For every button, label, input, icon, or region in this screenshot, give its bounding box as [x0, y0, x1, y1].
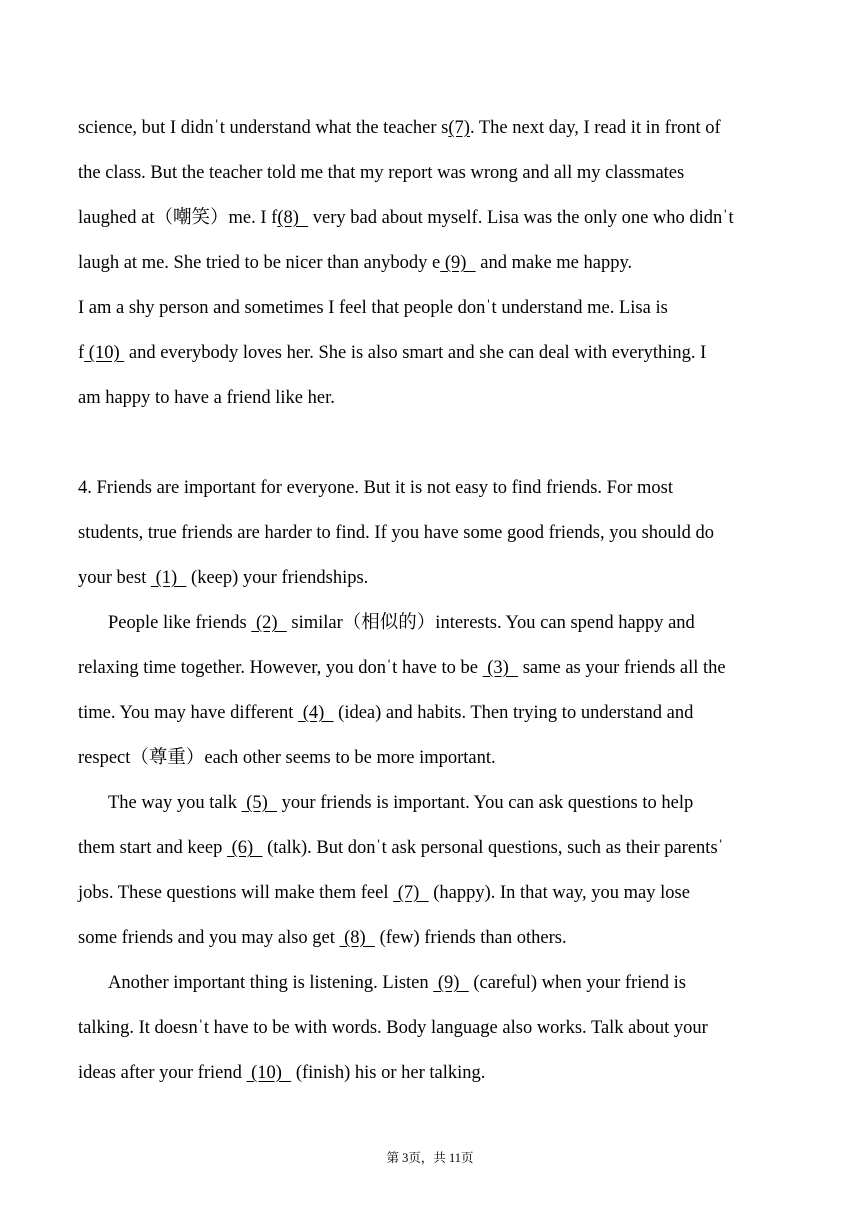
blank-6: (6) — [226, 838, 263, 858]
s4-line-10: jobs. These questions will make them feel (7) (happy). In that way, you may lose — [78, 883, 690, 903]
s4-line-1: 4. Friends are important for everyone. But it is not easy to find friends. For most — [78, 478, 673, 498]
blank-10: (10) — [84, 343, 125, 363]
s4-line-13: talking. It doesnˈt have to be with words. Body language also works. Talk about your — [78, 1018, 708, 1038]
s4-line-7: respect（尊重）each other seems to be more important. — [78, 748, 496, 768]
s3-line-5: I am a shy person and sometimes I feel that people donˈt understand me. Lisa is — [78, 298, 668, 318]
s3-line-7: am happy to have a friend like her. — [78, 388, 335, 408]
s4-line-12: Another important thing is listening. Listen (9) (careful) when your friend is — [108, 973, 687, 993]
s3-line-3: laughed at（嘲笑）me. I f(8) very bad about myself. Lisa was the only one who didnˈt — [78, 208, 734, 228]
s4-line-6: time. You may have different (4) (idea) and habits. Then trying to understand and — [78, 703, 694, 723]
blank-4: (4) — [298, 703, 334, 723]
page-footer: 第 3页，共 11页 — [386, 1151, 474, 1165]
blank-1: (1) — [150, 568, 187, 588]
s3-line-4: laugh at me. She tried to be nicer than anybody e (9) and make me happy. — [78, 253, 633, 273]
s4-line-5: relaxing time together. However, you donˈt have to be (3) same as your friends all the — [78, 658, 726, 678]
blank-7: (7) — [448, 118, 470, 138]
blank-8: (8) — [339, 928, 375, 948]
blank-2: (2) — [251, 613, 287, 633]
s3-line-6: f (10) and everybody loves her. She is also smart and she can deal with everything. I — [78, 343, 707, 363]
blank-8: (8) — [277, 208, 309, 228]
blank-5: (5) — [241, 793, 278, 813]
s3-line-1: science, but I didnˈt understand what the teacher s(7). The next day, I read it in front of — [78, 118, 721, 138]
blank-3: (3) — [482, 658, 519, 678]
s4-line-3: your best (1) (keep) your friendships. — [78, 568, 369, 588]
blank-9: (9) — [440, 253, 476, 273]
s4-line-11: some friends and you may also get (8) (few) friends than others. — [78, 928, 567, 948]
s4-line-4: People like friends (2) similar（相似的）interests. You can spend happy and — [108, 613, 695, 633]
s4-line-9: them start and keep (6) (talk). But donˈt ask personal questions, such as their parentsˈ — [78, 838, 724, 858]
blank-9: (9) — [433, 973, 469, 993]
s4-line-14: ideas after your friend (10) (finish) his or her talking. — [78, 1063, 486, 1083]
blank-10: (10) — [246, 1063, 292, 1083]
s4-line-2: students, true friends are harder to find. If you have some good friends, you should do — [78, 523, 715, 543]
s3-line-2: the class. But the teacher told me that my report was wrong and all my classmates — [78, 163, 685, 183]
blank-7: (7) — [393, 883, 429, 903]
s4-line-8: The way you talk (5) your friends is important. You can ask questions to help — [108, 793, 694, 813]
